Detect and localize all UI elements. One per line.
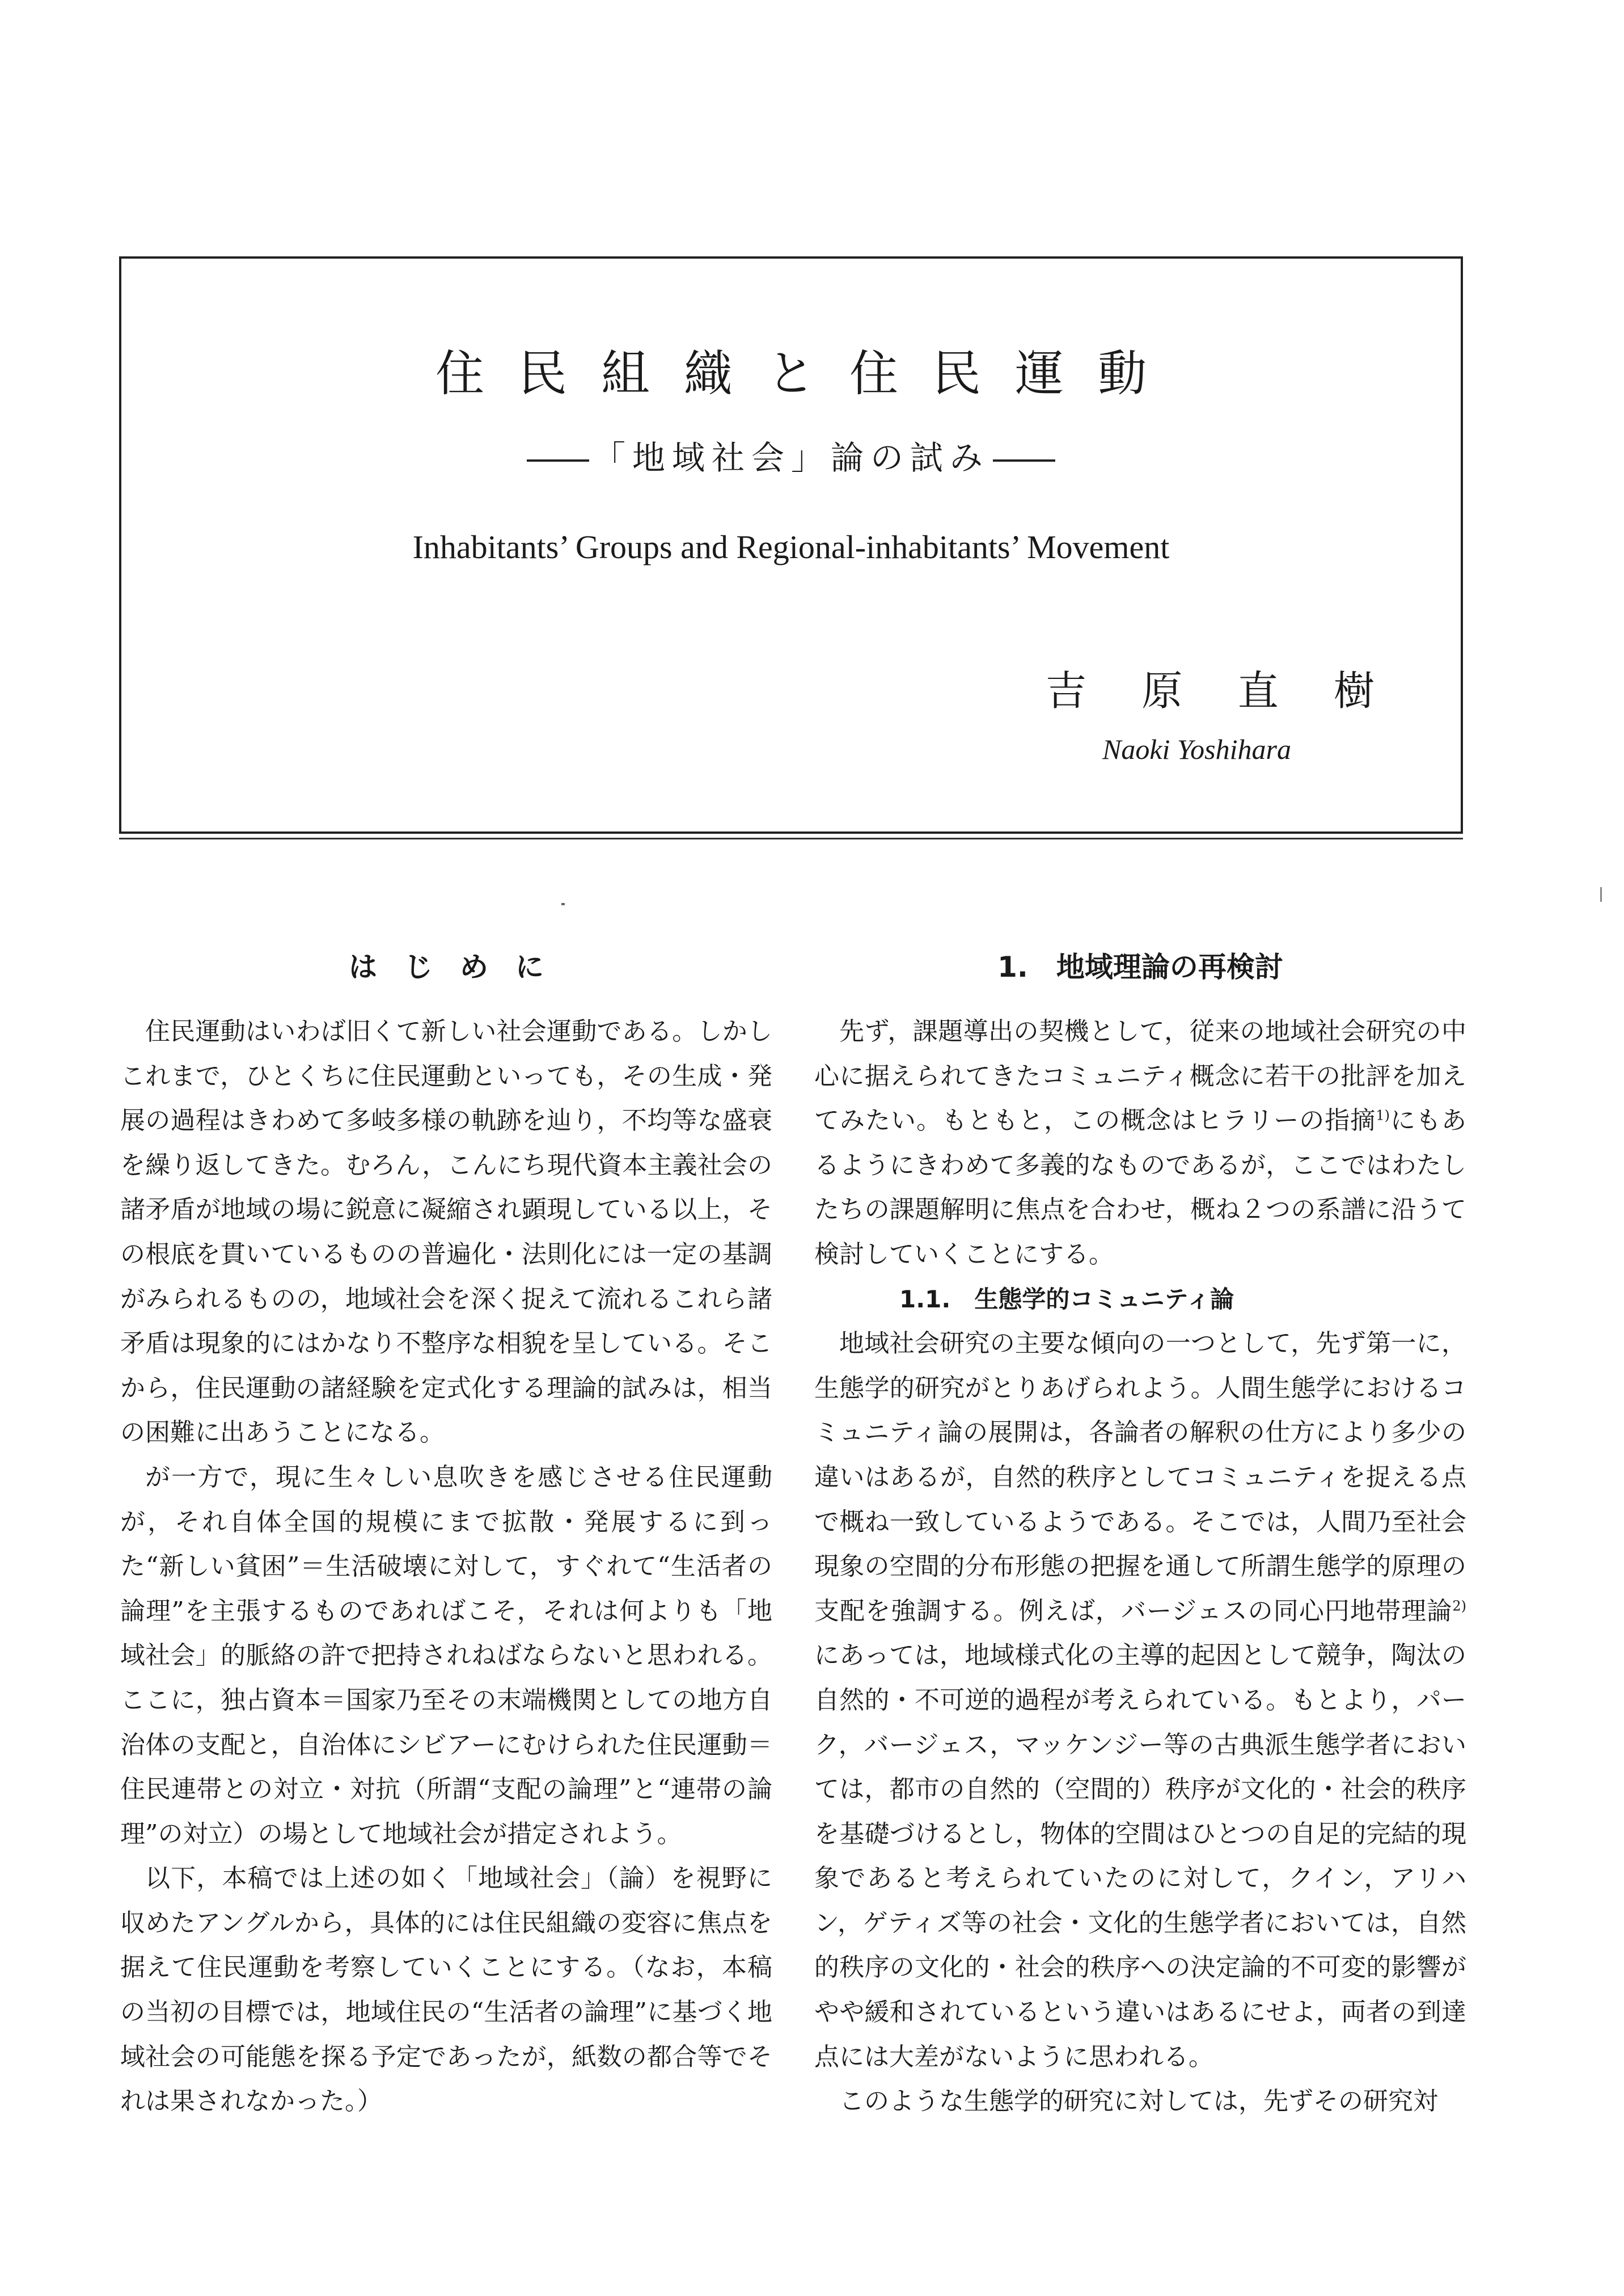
- subtitle-dash-right: [993, 459, 1055, 462]
- subtitle: [121, 438, 1461, 477]
- scan-mark: [1600, 887, 1602, 902]
- english-title: Inhabitants’ Groups and Regional-inhabitants’ Movement: [412, 529, 1170, 565]
- section-heading-intro: はじめに: [349, 951, 571, 984]
- author-char: 樹: [1333, 667, 1375, 715]
- footnote-ref[interactable]: 2): [1452, 1598, 1466, 1614]
- paragraph: が一方で，現に生々しい息吹きを感じさせる住民運動が，それ自体全国的規模にまで拡散・発展するに到った“新しい貧困”＝生活破壊に対して，すぐれて“生活者の論理”を主張するものであればこそ，それは何よりも「地域社会」的脈絡の許で把持されねばならないと思われる。ここに，独占資本＝国家乃至その末端機関としての地方自治体の支配と，自治体にシビアーにむけられた住民運動＝住民連帯との対立・対抗（所謂“支配の論理”と“連帯の論理”の対立）の場として地域社会が措定されよう。: [120, 1462, 772, 1848]
- subtitle-text: 「地域社会」論の試み: [592, 438, 989, 477]
- paragraph-text: 先ず，課題導出の契機として，従来の地域社会研究の中心に据えられてきたコミュニティ概念に若干の批評を加えてみたい。もともと，この概念はヒラリーの指摘: [814, 1017, 1466, 1136]
- scan-mark: [561, 903, 565, 905]
- paragraph: 以下，本稿では上述の如く「地域社会」（論）を視野に収めたアングルから，具体的には住民組織の変容に焦点を据えて住民運動を考察していくことにする。（なお，本稿の当初の目標では，地域住民の“生活者の論理”に基づく地域社会の可能態を探る予定であったが，紙数の都合等でそれは果されなかった。）: [120, 1864, 772, 2116]
- author-char: 吉: [1046, 667, 1087, 715]
- title-box: [119, 256, 1463, 834]
- subsection-heading-1-1: 1.1. 生態学的コミュニティ論: [899, 1285, 1234, 1313]
- section-heading-1: 1. 地域理論の再検討: [997, 951, 1283, 984]
- paragraph: [814, 1322, 1466, 2079]
- footnote-ref[interactable]: 1): [1376, 1107, 1390, 1124]
- paragraph-text: 地域社会研究の主要な傾向の一つとして，先ず第一に，生態学的研究がとりあげられよう。人間生態学におけるコミュニティ論の展開は，各論者の解釈の仕方により多少の違いはあるが，自然的秩序としてコミュニティを捉える点で概ね一致しているようである。そこでは，人間乃至社会現象の空間的分布形態の把握を通して所謂生態学的原理の支配を強調する。例えば，バージェスの同心円地帯理論: [814, 1329, 1466, 1626]
- paragraph: このような生態学的研究に対しては，先ずその研究対: [839, 2087, 1438, 2116]
- left-column: [120, 947, 772, 2124]
- page-title: 住民組織と住民運動: [435, 345, 1181, 402]
- right-column: [814, 947, 1466, 2124]
- author-char: 直: [1237, 667, 1279, 715]
- author-char: 原: [1141, 667, 1183, 715]
- subtitle-dash-left: [527, 459, 589, 462]
- author-name-en: Naoki Yoshihara: [1102, 733, 1291, 765]
- paragraph-text: にもあるようにきわめて多義的なものであるが，ここではわたしたちの課題解明に焦点を合わせ，概ね２つの系譜に沿うて検討していくことにする。: [814, 1106, 1467, 1269]
- paragraph-text: にあっては，地域様式化の主導的起因として競争，陶汰の自然的・不可逆的過程が考えられている。もとより，パーク，バージェス，マッケンジー等の古典派生態学者においては，都市の自然的（空間的）秩序が文化的・社会的秩序を基礎づけるとし，物体的空間はひとつの自足的完結的現象であると考えられていたのに対して，クイン，アリハン，ゲティズ等の社会・文化的生態学者においては，自然的秩序の文化的・社会的秩序への決定論的不可変的影響がやや緩和されているという違いはあるにせよ，両者の到達点には大差がないように思われる。: [814, 1641, 1466, 2071]
- author-name-jp: [1046, 667, 1375, 715]
- paragraph: [814, 1010, 1466, 1277]
- paragraph: 住民運動はいわば旧くて新しい社会運動である。しかしこれまで，ひとくちに住民運動といっても，その生成・発展の過程はきわめて多岐多様の軌跡を辿り，不均等な盛衰を繰り返してきた。むろん，こんにち現代資本主義社会の諸矛盾が地域の場に鋭意に凝縮され顕現している以上，その根底を貫いているものの普遍化・法則化には一定の基調がみられるものの，地域社会を深く捉えて流れるこれら諸矛盾は現象的にはかなり不整序な相貌を呈している。そこから，住民運動の諸経験を定式化する理論的試みは，相当の困難に出あうことになる。: [120, 1017, 772, 1447]
